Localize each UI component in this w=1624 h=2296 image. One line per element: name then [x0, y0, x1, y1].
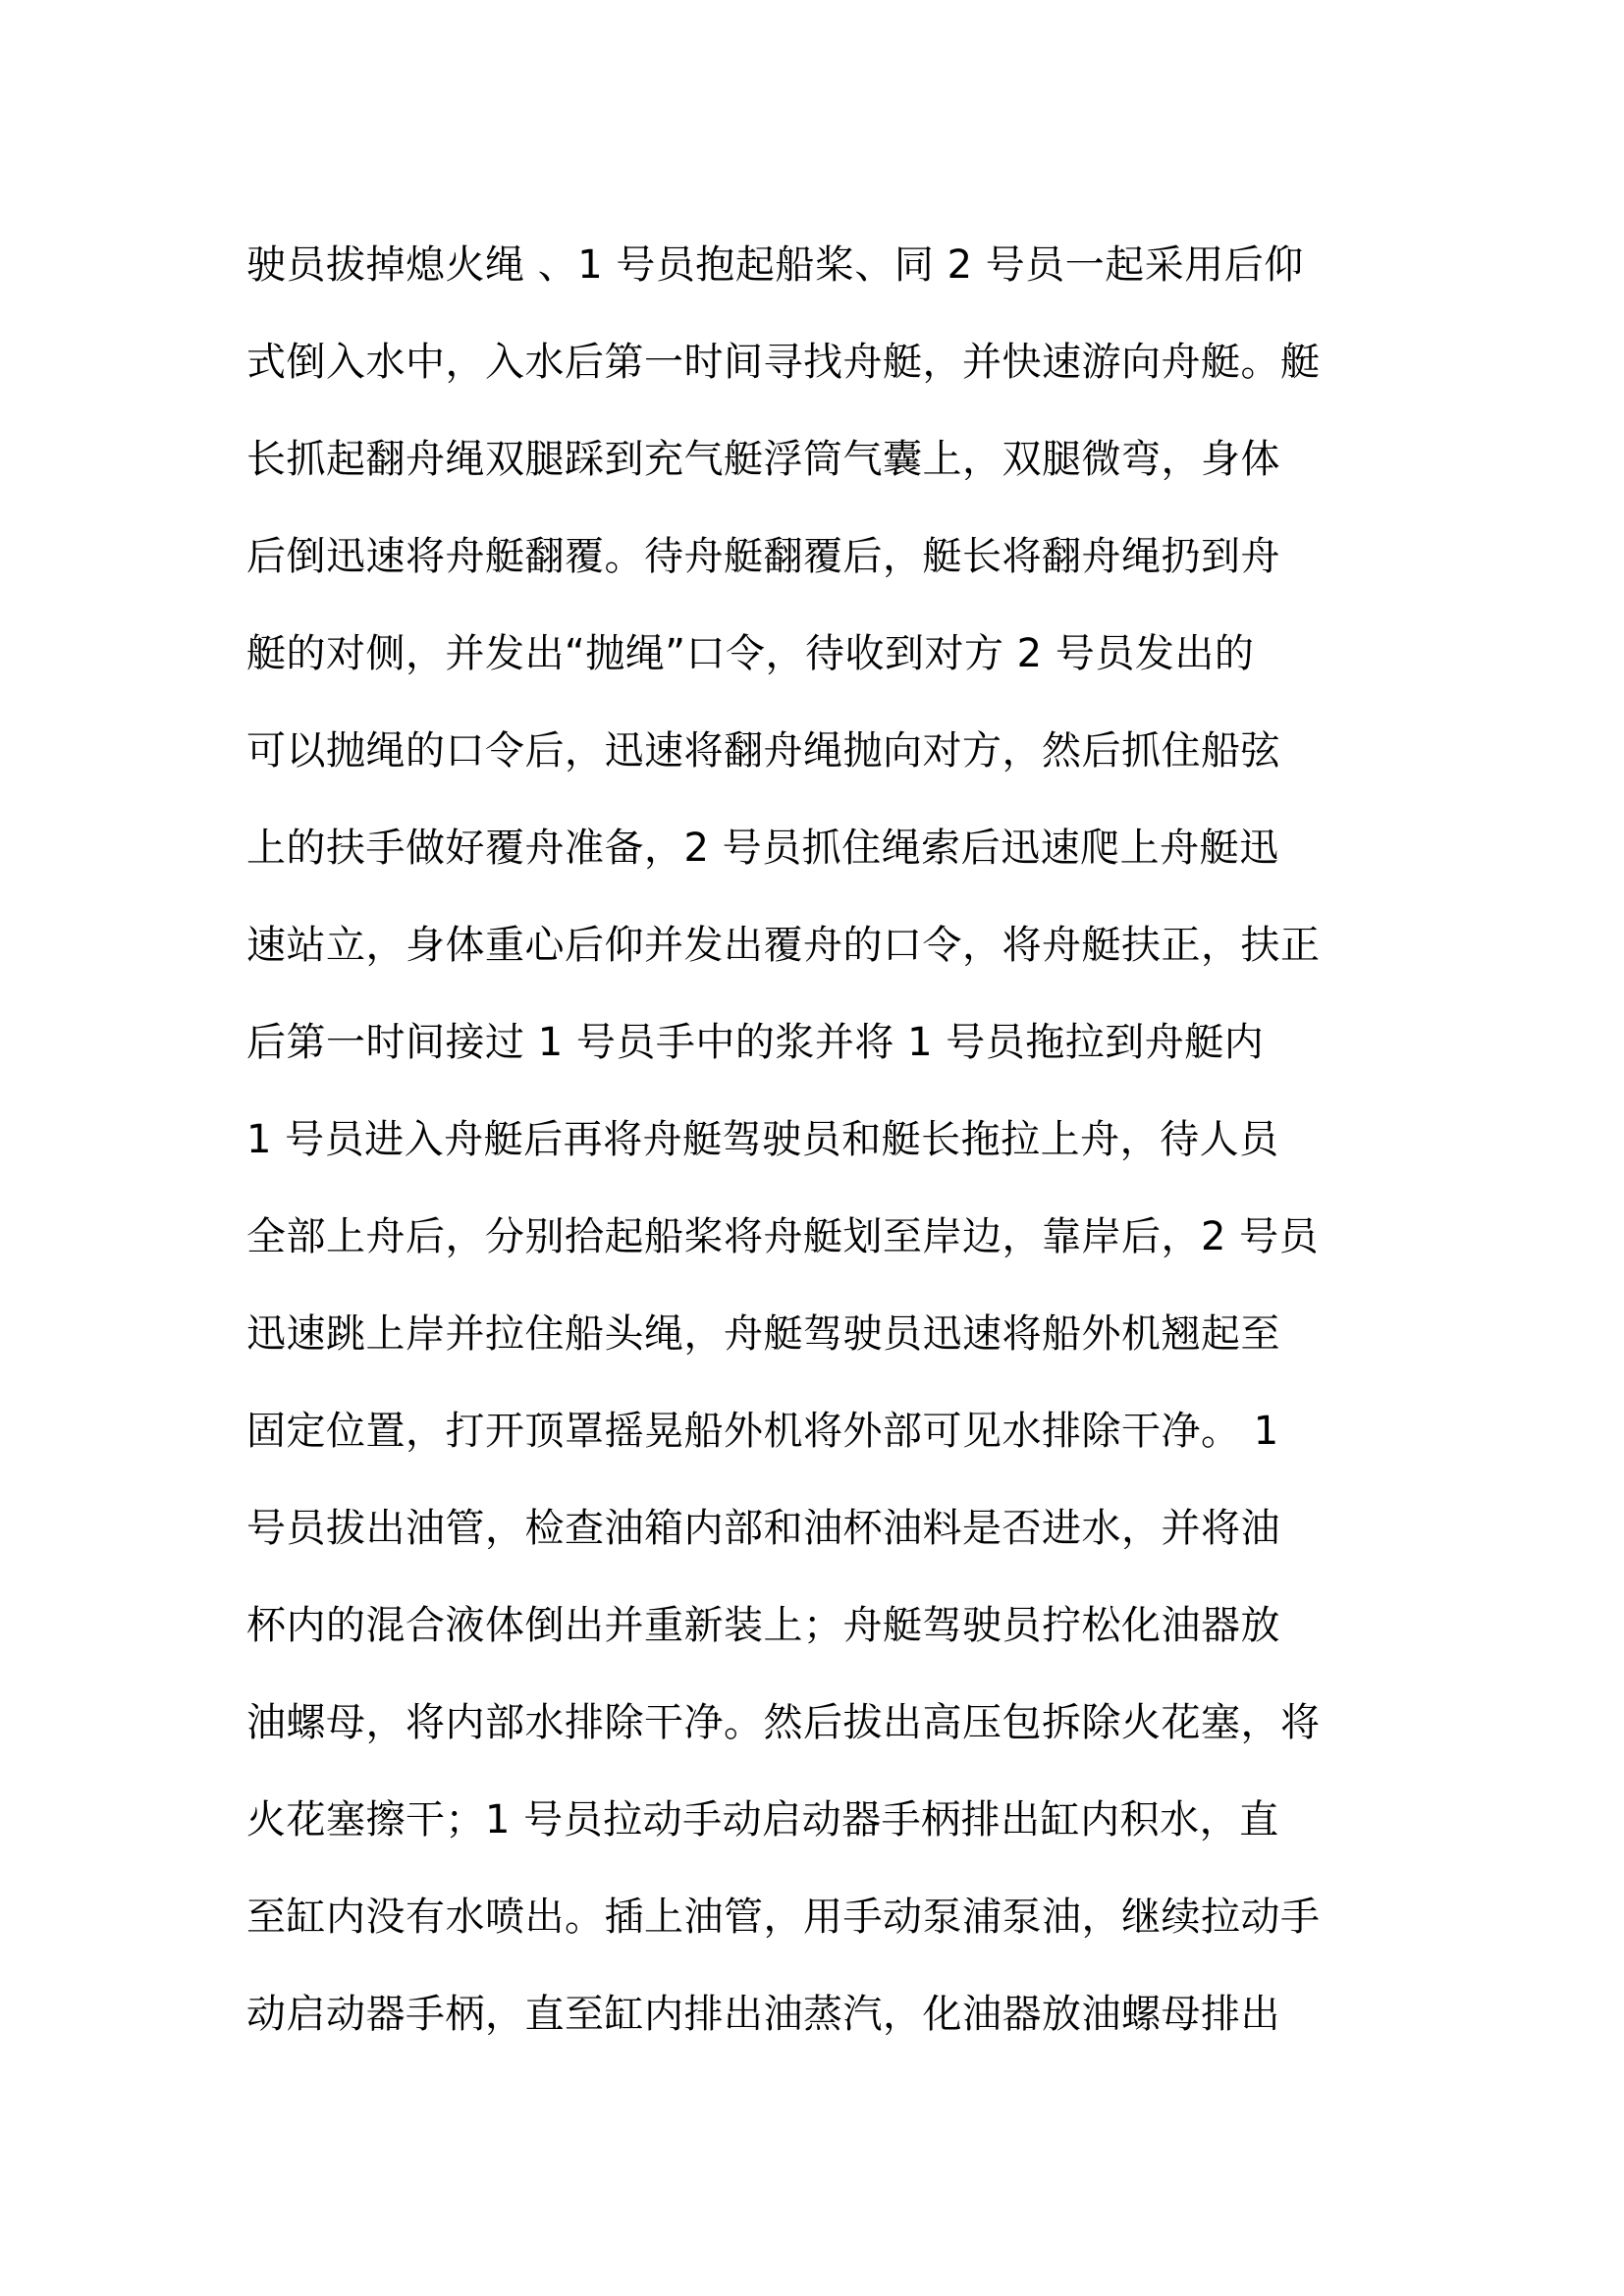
- text-line: 驶员拔掉熄火绳 、1 号员抱起船桨、同 2 号员一起采用后仰: [246, 242, 1304, 288]
- text-line: 后第一时间接过 1 号员手中的浆并将 1 号员拖拉到舟艇内: [246, 1020, 1265, 1065]
- text-line: 上的扶手做好覆舟准备，2 号员抓住绳索后迅速爬上舟艇迅: [246, 826, 1279, 871]
- body-paragraph: [246, 226, 1385, 2072]
- text-line: 火花塞擦干；1 号员拉动手动启动器手柄排出缸内积水，直: [246, 1797, 1279, 1842]
- text-line: 油螺母，将内部水排除干净。然后拔出高压包拆除火花塞，将: [246, 1700, 1321, 1745]
- text-line: 速站立，身体重心后仰并发出覆舟的口令，将舟艇扶正，扶正: [246, 923, 1321, 968]
- text-line: 迅速跳上岸并拉住船头绳，舟艇驾驶员迅速将船外机翘起至: [246, 1311, 1280, 1357]
- text-line: 至缸内没有水喷出。插上油管，用手动泵浦泵油，继续拉动手: [246, 1895, 1321, 1940]
- text-line: 动启动器手柄，直至缸内排出油蒸汽，化油器放油螺母排出: [246, 1992, 1280, 2037]
- text-line: 号员拔出油管，检查油箱内部和油杯油料是否进水，并将油: [246, 1506, 1280, 1551]
- text-line: 后倒迅速将舟艇翻覆。待舟艇翻覆后，艇长将翻舟绳扔到舟: [246, 534, 1280, 579]
- text-line: 艇的对侧，并发出“抛绳”口令，待收到对方 2 号员发出的: [246, 631, 1255, 676]
- text-line: 长抓起翻舟绳双腿踩到充气艇浮筒气囊上，双腿微弯，身体: [246, 437, 1280, 482]
- text-line: 杯内的混合液体倒出并重新装上；舟艇驾驶员拧松化油器放: [246, 1603, 1280, 1648]
- text-line: 全部上舟后，分别拾起船桨将舟艇划至岸边，靠岸后，2 号员: [246, 1214, 1320, 1259]
- text-line: 固定位置，打开顶罩摇晃船外机将外部可见水排除干净。 1: [246, 1409, 1279, 1454]
- text-line: 1 号员进入舟艇后再将舟艇驾驶员和艇长拖拉上舟，待人员: [246, 1117, 1279, 1162]
- text-line: 可以抛绳的口令后，迅速将翻舟绳抛向对方，然后抓住船弦: [246, 728, 1280, 774]
- text-line: 式倒入水中，入水后第一时间寻找舟艇，并快速游向舟艇。艇: [246, 340, 1321, 385]
